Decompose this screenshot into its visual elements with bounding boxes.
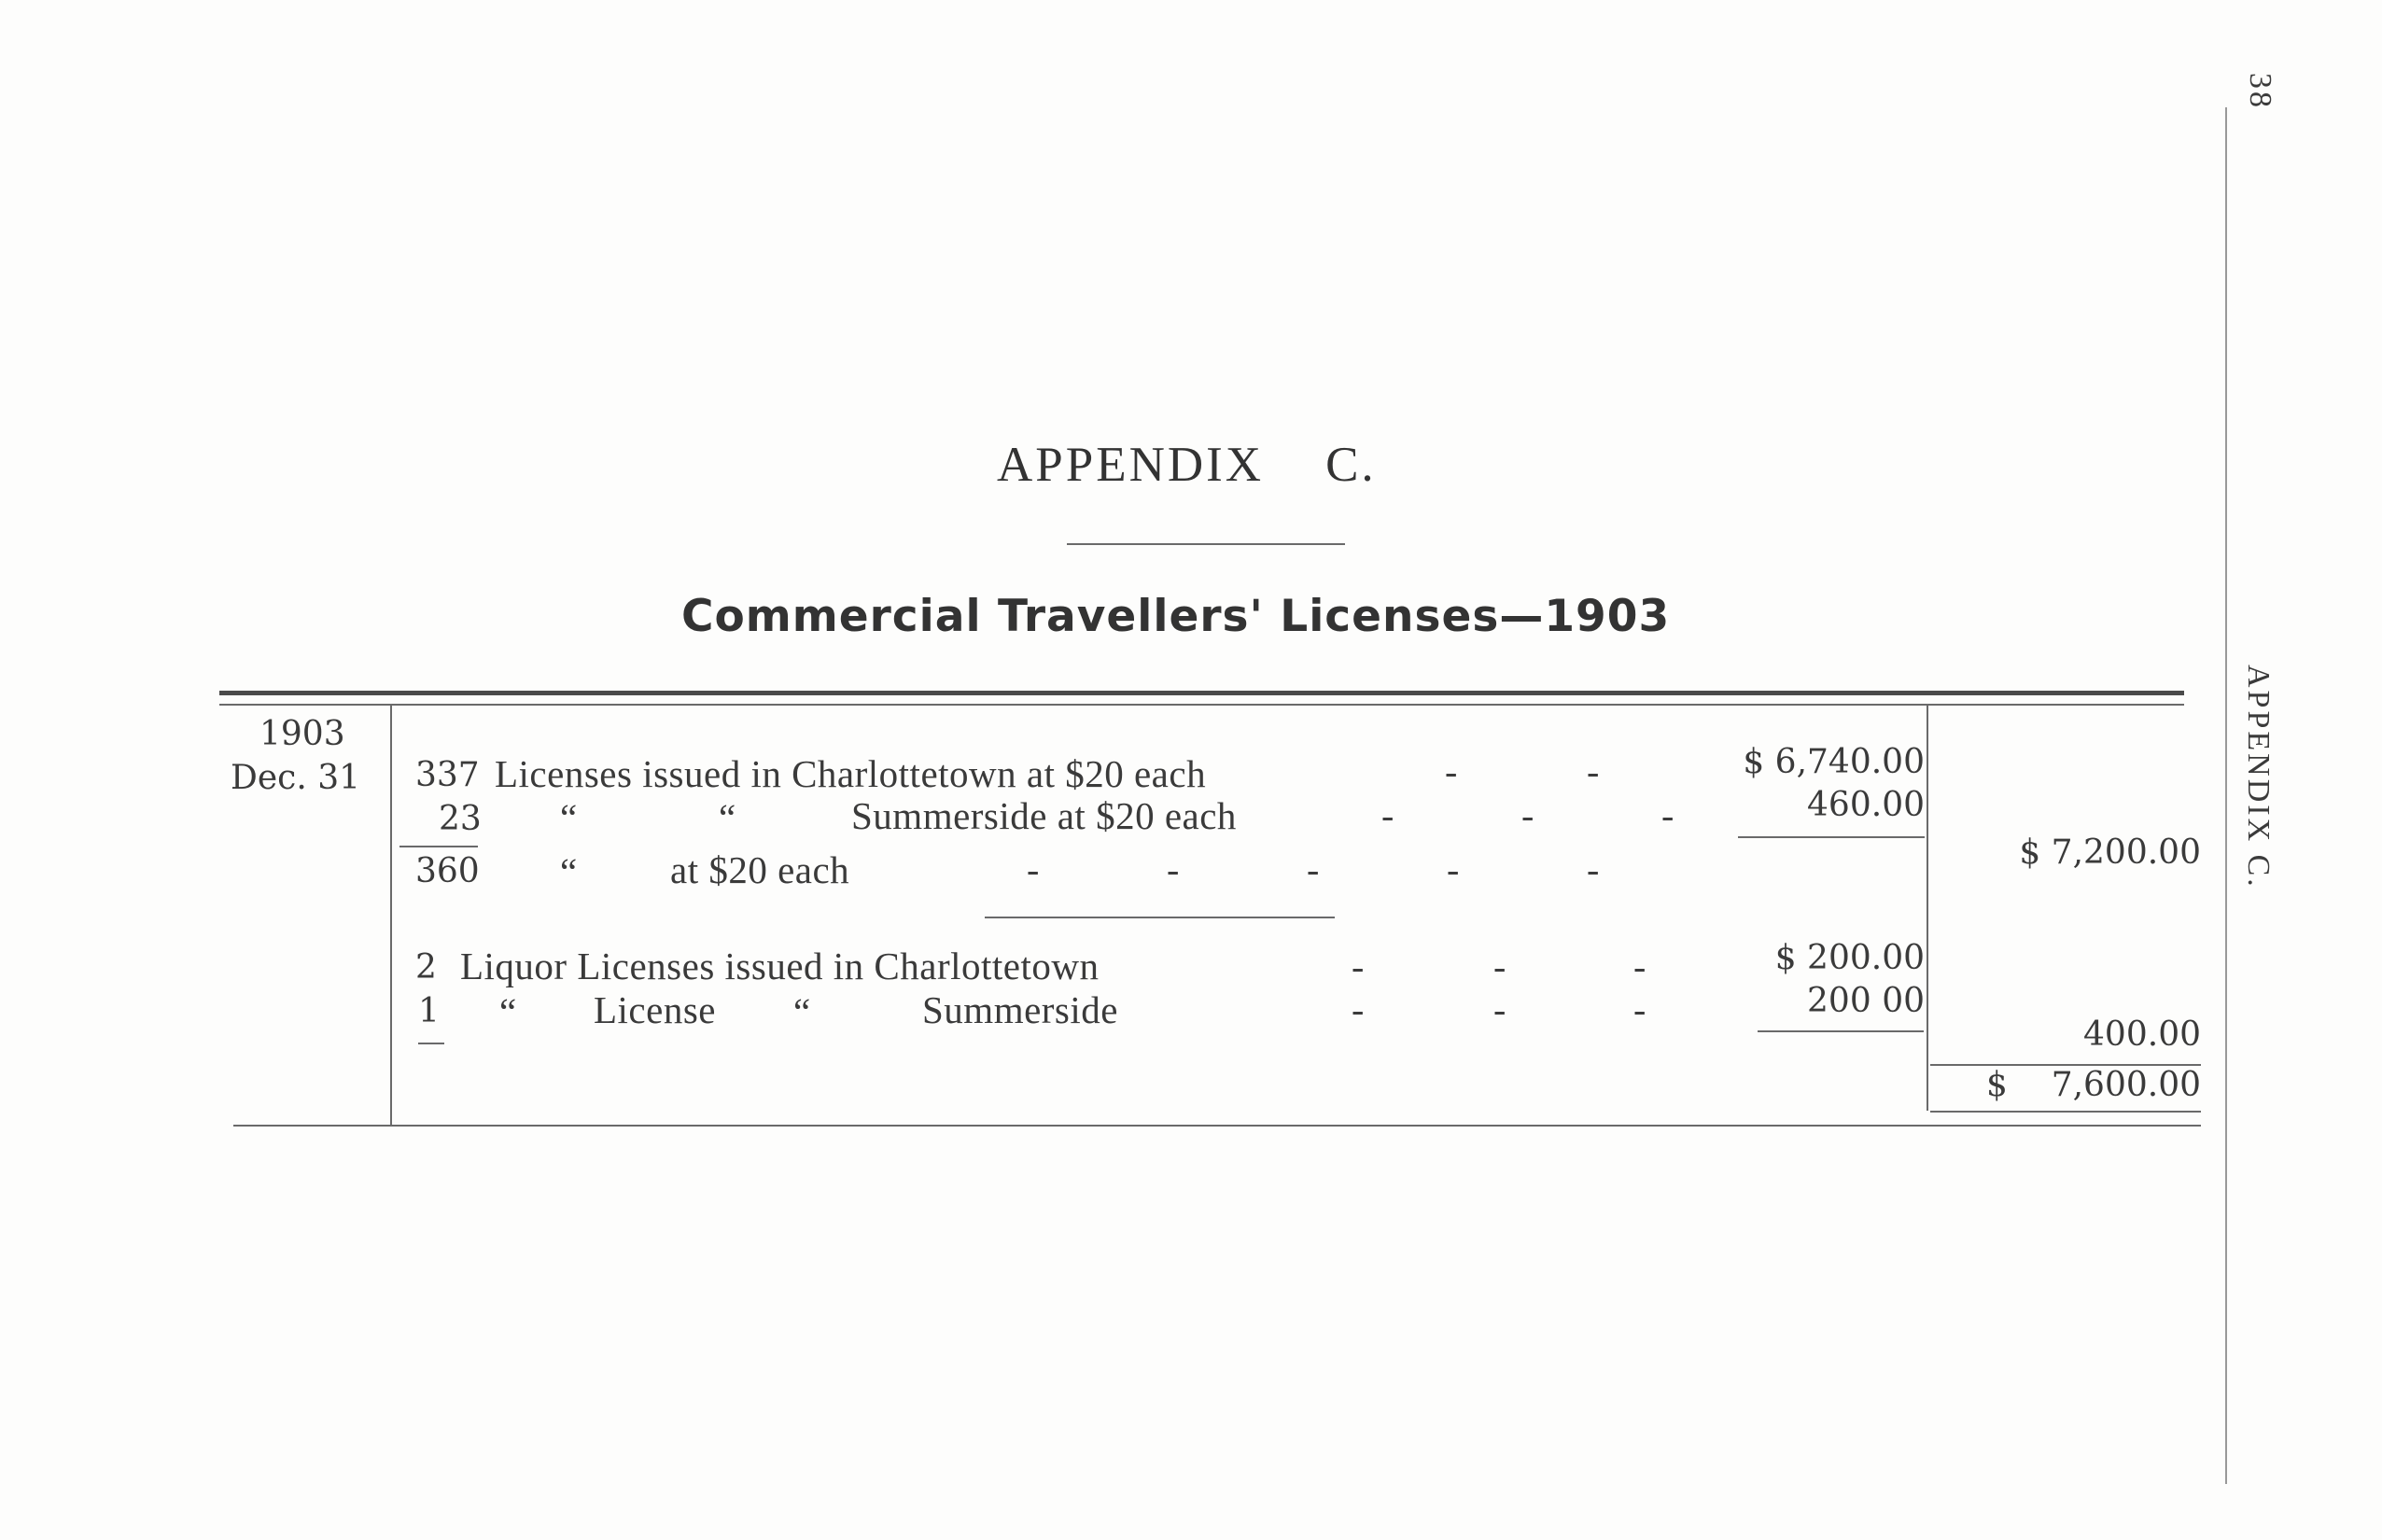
table-row-text: Summerside at $20 each [851,794,1237,837]
subtotal-rule [1738,836,1925,838]
table-row-count: 1 [418,992,440,1030]
ditto-mark: “ [560,850,578,893]
table-row-text: Liquor Licenses issued in Charlottetown [460,945,1100,987]
leader-dash: - [1352,988,1365,1030]
date-year: 1903 [259,715,345,753]
subtotal-rule [1758,1030,1924,1032]
leader-dash: - [1587,848,1600,890]
leader-dash: - [1661,794,1674,836]
leader-dash: - [1521,794,1534,836]
section-rule [985,917,1335,918]
leader-dash: - [1447,848,1460,890]
grand-total-underline [1930,1111,2201,1113]
leader-dash: - [1167,848,1180,890]
leader-dash: - [1633,945,1646,987]
table-row-amount: 200 00 [1807,982,1925,1020]
title-rule [1067,543,1345,545]
table-row-amount: $ 200.00 [1774,939,1925,977]
table-row-count: 2 [415,948,437,987]
liquor-total: 400.00 [2083,1015,2201,1054]
table-row-count: 23 [439,800,482,838]
date-column-rule [390,706,392,1126]
table-row-amount: 460.00 [1807,786,1925,824]
date-day: Dec. 31 [231,759,361,797]
count-rule [418,1043,444,1044]
table-row-count: 337 [415,756,480,794]
leader-dash: - [1445,750,1458,792]
table-row-amount: $ 6,740.00 [1743,743,1925,781]
side-label: APPENDIX C. [2241,665,2276,889]
table-top-rule-thin [219,704,2184,706]
grand-total-currency: $ [1986,1066,2008,1104]
leader-dash: - [1352,945,1365,987]
commercial-total: $ 7,200.00 [2019,833,2201,872]
leader-dash: - [1493,945,1506,987]
grand-total-amount: 7,600.00 [2051,1066,2201,1104]
count-rule [399,846,478,847]
table-row-text: License [594,988,716,1031]
leader-dash: - [1381,794,1394,836]
leader-dash: - [1493,988,1506,1030]
table-top-rule-thick [219,691,2184,695]
leader-dash: - [1633,988,1646,1030]
leader-dash: - [1307,848,1320,890]
amount-column-rule [1927,706,1928,1111]
ditto-mark: “ [719,796,736,839]
ditto-mark: “ [560,796,578,839]
ditto-mark: “ [793,990,811,1033]
table-bottom-rule [233,1125,2201,1127]
leader-dash: - [1587,750,1600,792]
table-subtitle: Commercial Travellers' Licenses—1903 [681,591,1671,642]
table-row-text: at $20 each [670,848,850,891]
table-row-count: 360 [415,852,480,890]
margin-rule [2225,107,2227,1484]
appendix-title: APPENDIX C. [997,438,1377,492]
table-row-text: Summerside [922,988,1118,1031]
ditto-mark: “ [499,990,517,1033]
leader-dash: - [1027,848,1040,890]
table-row-text: Licenses issued in Charlottetown at $20 each [495,752,1207,795]
page-number: 38 [2243,73,2277,110]
